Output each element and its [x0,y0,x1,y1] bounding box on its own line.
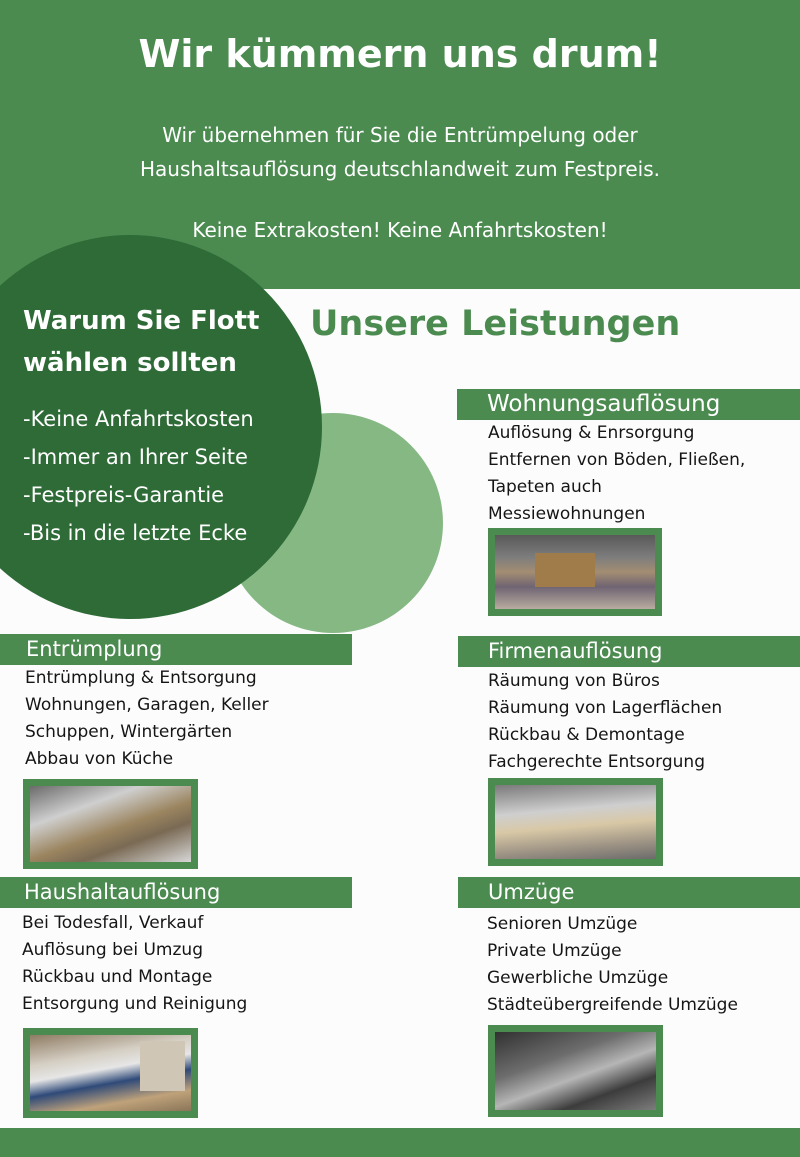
service-line: Auflösung bei Umzug [22,940,203,960]
service-line: Schuppen, Wintergärten [25,722,233,742]
service-line: Rückbau und Montage [22,967,213,987]
photo-fill [495,535,655,609]
services-title: Unsere Leistungen [310,304,681,344]
service-line: Räumung von Büros [488,671,660,691]
service-line: Gewerbliche Umzüge [487,968,669,988]
service-title-umzuege: Umzüge [458,877,800,908]
service-line: Entrümplung & Entsorgung [25,668,257,688]
service-line: Messiewohnungen [488,504,646,524]
intro-text [0,118,800,186]
why-item: -Festpreis-Garantie [23,483,225,507]
why-title-line: Warum Sie Flott [23,306,260,336]
service-lines-firmenaufloesung [488,668,722,776]
service-line: Private Umzüge [487,941,622,961]
office-clearing-photo [488,778,663,866]
service-line: Abbau von Küche [25,749,174,769]
service-title-entruemplung: Entrümplung [0,634,352,665]
service-title-wohnungsaufloesung: Wohnungsauflösung [457,389,800,420]
wrapped-furniture-photo [488,1025,663,1117]
service-lines-entruemplung [25,665,269,773]
movers-photo [23,1028,198,1118]
why-title-line: wählen sollten [23,348,237,378]
service-line: Entsorgung und Reinigung [22,994,248,1014]
cluttered-room-photo [23,779,198,869]
service-line: Senioren Umzüge [487,914,638,934]
intro-line: Wir übernehmen für Sie die Entrümpelung oder [162,123,638,147]
photo-fill [495,785,656,859]
intro-line: Haushaltsauflösung deutschlandweit zum Festpreis. [139,157,661,181]
moving-truck-photo [488,528,662,616]
service-line: Städteübergreifende Umzüge [487,995,738,1015]
service-line: Rückbau & Demontage [488,725,685,745]
service-title-firmenaufloesung: Firmenauflösung [458,636,800,667]
photo-fill [30,1035,191,1111]
photo-detail [535,553,595,587]
photo-fill [495,1032,656,1110]
headline: Wir kümmern uns drum! [138,32,662,76]
why-title [23,300,283,384]
service-line: Entfernen von Böden, Fließen, [488,450,746,470]
service-title-haushaltaufloesung: Haushaltauflösung [0,877,352,908]
service-line: Wohnungen, Garagen, Keller [25,695,269,715]
why-item: -Immer an Ihrer Seite [23,445,248,469]
photo-fill [30,786,191,862]
why-list [23,400,303,552]
service-lines-wohnungsaufloesung [488,420,745,528]
service-lines-umzuege [487,911,738,1019]
service-line: Auflösung & Enrsorgung [488,423,695,443]
service-line: Bei Todesfall, Verkauf [22,913,204,933]
service-line: Fachgerechte Entsorgung [488,752,705,772]
why-item: -Keine Anfahrtskosten [23,407,254,431]
service-line: Räumung von Lagerflächen [488,698,723,718]
why-item: -Bis in die letzte Ecke [23,521,248,545]
bottom-bar [0,1128,800,1157]
no-costs-text: Keine Extrakosten! Keine Anfahrtskosten! [192,218,608,242]
service-line: Tapeten auch [488,477,602,497]
photo-detail [140,1041,185,1091]
service-lines-haushaltaufloesung [22,910,247,1018]
